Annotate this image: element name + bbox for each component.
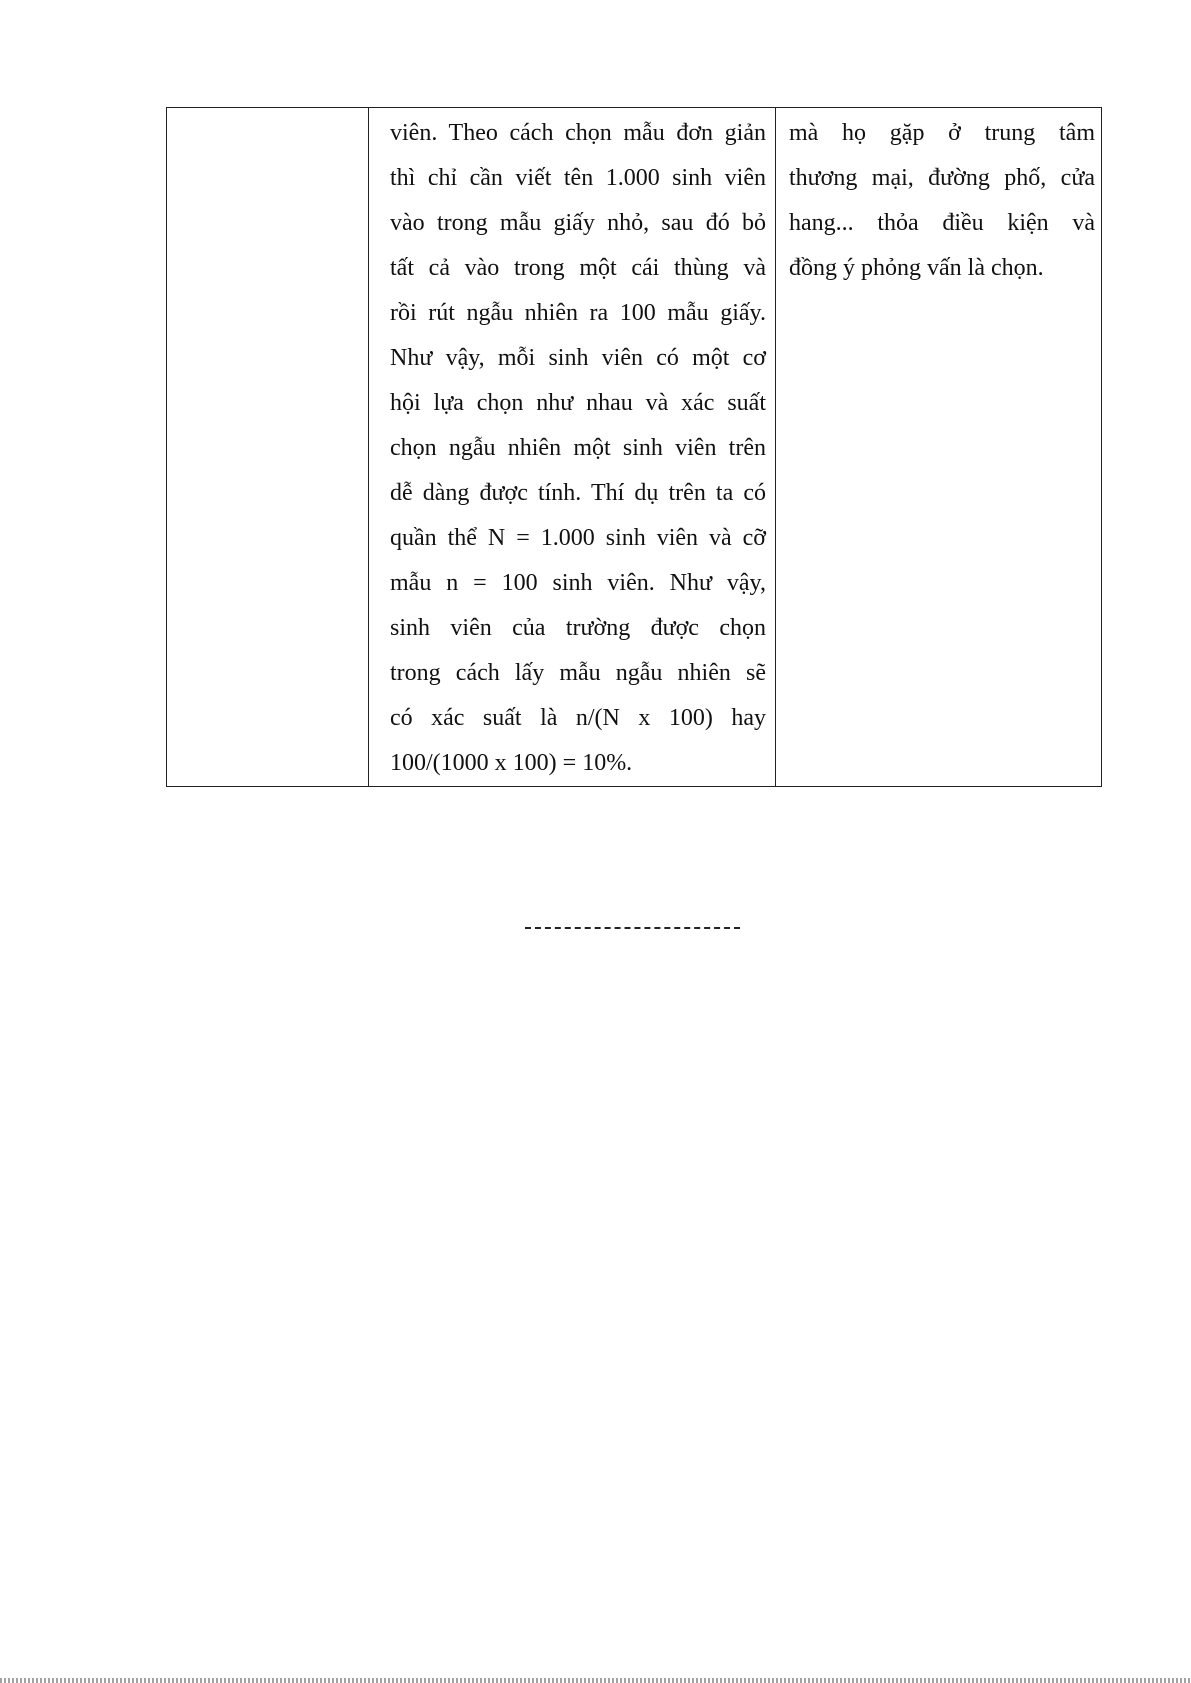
table-cell-middle bbox=[369, 108, 776, 787]
paragraph-line: quần thể N = 1.000 sinh viên và cỡ bbox=[390, 525, 766, 551]
right-cell-paragraph bbox=[776, 108, 1101, 291]
scan-edge-decoration bbox=[0, 1678, 1191, 1683]
middle-cell-paragraph bbox=[369, 108, 775, 786]
paragraph-line: sinh viên của trường được chọn bbox=[390, 615, 766, 641]
end-separator bbox=[525, 927, 740, 929]
paragraph-line: mà họ gặp ở trung tâm bbox=[789, 120, 1095, 146]
paragraph-line: đồng ý phỏng vấn là chọn. bbox=[789, 255, 1044, 281]
paragraph-line: hang... thỏa điều kiện và bbox=[789, 210, 1095, 236]
table-row bbox=[167, 108, 1102, 787]
paragraph-line: vào trong mẫu giấy nhỏ, sau đó bỏ bbox=[390, 210, 766, 236]
paragraph-line: 100/(1000 x 100) = 10%. bbox=[390, 750, 633, 776]
paragraph-line: mẫu n = 100 sinh viên. Như vậy, bbox=[390, 570, 766, 596]
table-cell-left bbox=[167, 108, 369, 787]
paragraph-line: trong cách lấy mẫu ngẫu nhiên sẽ bbox=[390, 660, 766, 686]
paragraph-line: thương mại, đường phố, cửa bbox=[789, 165, 1095, 191]
paragraph-line: viên. Theo cách chọn mẫu đơn giản bbox=[390, 120, 766, 146]
paragraph-line: Như vậy, mỗi sinh viên có một cơ bbox=[390, 345, 766, 371]
paragraph-line: thì chỉ cần viết tên 1.000 sinh viên bbox=[390, 165, 766, 191]
paragraph-line: rồi rút ngẫu nhiên ra 100 mẫu giấy. bbox=[390, 300, 766, 326]
content-table bbox=[166, 107, 1102, 787]
table-cell-right bbox=[776, 108, 1102, 787]
paragraph-line: hội lựa chọn như nhau và xác suất bbox=[390, 390, 766, 416]
paragraph-line: dễ dàng được tính. Thí dụ trên ta có bbox=[390, 480, 766, 506]
paragraph-line: chọn ngẫu nhiên một sinh viên trên bbox=[390, 435, 766, 461]
separator-text bbox=[525, 915, 534, 916]
paragraph-line: tất cả vào trong một cái thùng và bbox=[390, 255, 766, 281]
paragraph-line: có xác suất là n/(N x 100) hay bbox=[390, 705, 766, 731]
